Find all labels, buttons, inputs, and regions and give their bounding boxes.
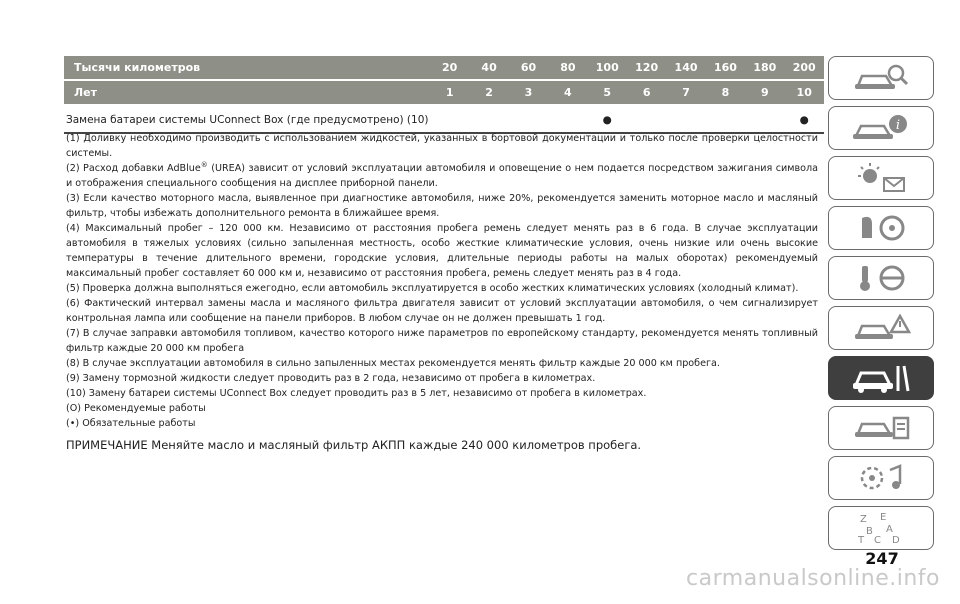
row-label: Замена батареи системы UConnect Box (где предусмотрено) (10) [66, 114, 429, 126]
row-cell [509, 114, 548, 126]
km-header-row [64, 56, 824, 81]
km-cell: 80 [560, 61, 576, 74]
year-cell: 6 [642, 86, 651, 99]
tab-safety[interactable] [828, 206, 934, 250]
technical-data-icon [846, 410, 916, 446]
row-marks [430, 114, 824, 126]
year-cell: 10 [796, 86, 812, 99]
tab-in-emergency[interactable] [828, 306, 934, 350]
svg-text:i: i [895, 118, 901, 133]
year-cell: 4 [564, 86, 572, 99]
km-cell: 60 [520, 61, 537, 74]
maintenance-table [64, 56, 824, 134]
watermark: carmanualsonline.info [686, 566, 940, 591]
svg-text:T: T [858, 535, 865, 546]
footnote: (3) Если качество моторного масла, выявленное при диагностике автомобиля, ниже 20%, рекомендуется заменить моторное масло и масляный фильтр, чтобы избежать дополнительного ремонта в ближайшее время. [66, 193, 818, 219]
year-cell: 5 [603, 86, 612, 99]
km-cell: 140 [674, 61, 698, 74]
tab-vehicle-info[interactable] [828, 106, 934, 150]
footnote: (5) Проверка должна выполняться ежегодно, если автомобиль эксплуатируется в особо жестких климатических условиях (холодный климат). [66, 283, 799, 294]
tab-alphabetical-index[interactable] [828, 506, 934, 550]
tab-servicing-maintenance[interactable] [828, 356, 934, 400]
multimedia-icon [846, 460, 916, 496]
legend-recommended: (O) Рекомендуемые работы [66, 403, 206, 414]
mandatory-dot-mark: ● [799, 114, 809, 126]
row-cell [706, 114, 745, 126]
year-values [430, 86, 824, 99]
year-cell: 3 [524, 86, 533, 99]
footnote: (9) Замену тормозной жидкости следует проводить раз в 2 года, независимо от пробега в километрах. [66, 373, 596, 384]
tab-technical-data[interactable] [828, 406, 934, 450]
car-warning-icon [846, 310, 916, 346]
year-cell: 9 [760, 86, 769, 99]
car-key-icon [846, 260, 916, 296]
svg-text:D: D [892, 535, 900, 546]
km-values [430, 61, 824, 74]
footnote: (1) Доливку необходимо производить с использованием жидкостей, указанных в бортовой документации и только после проверки целостности системы. [66, 133, 818, 159]
km-cell: 40 [481, 61, 497, 74]
svg-text:A: A [886, 524, 893, 535]
chapter-sidebar [828, 56, 936, 556]
tab-multimedia[interactable] [828, 456, 934, 500]
transmission-note: ПРИМЕЧАНИЕ Меняйте масло и масляный фильтр АКПП каждые 240 000 километров пробега. [66, 438, 642, 452]
warning-lights-icon [846, 160, 916, 196]
year-header-label: Лет [74, 86, 97, 99]
km-cell: 160 [713, 61, 737, 74]
svg-text:B: B [866, 526, 873, 537]
row-cell [745, 114, 784, 126]
tab-warning-lights[interactable] [828, 156, 934, 200]
km-cell: 120 [635, 61, 659, 74]
car-info-icon [846, 110, 916, 146]
car-maintenance-icon [846, 360, 916, 396]
legend-mandatory: (•) Обязательные работы [66, 418, 196, 429]
row-cell [430, 114, 469, 126]
year-cell: 1 [445, 86, 454, 99]
km-cell: 20 [442, 61, 458, 74]
row-cell [548, 114, 587, 126]
footnote: (10) Замену батареи системы UConnect Box следует проводить раз в 5 лет, независимо от пробега в километрах. [66, 388, 647, 399]
year-cell: 2 [485, 86, 493, 99]
km-cell: 100 [595, 61, 619, 74]
km-header-label: Тысячи километров [74, 61, 201, 74]
svg-text:Z: Z [860, 514, 867, 525]
tab-knowing-vehicle[interactable] [828, 56, 934, 100]
footnotes [66, 131, 818, 453]
year-header-row [64, 81, 824, 104]
tab-starting-driving[interactable] [828, 256, 934, 300]
year-cell: 8 [721, 86, 730, 99]
footnote: (7) В случае заправки автомобиля топливом, качество которого ниже параметров по европейскому стандарту, рекомендуется менять топливный фильтр каждые 20 000 км пробега [66, 328, 818, 354]
footnote: (8) В случае эксплуатации автомобиля в сильно запыленных местах рекомендуется менять фильтр каждые 20 000 км пробега. [66, 358, 720, 369]
footnote: (6) Фактический интервал замены масла и масляного фильтра двигателя зависит от условий эксплуатации автомобиля, о чем сигнализирует контрольная лампа или сообщение на панели приборов. В любом случае он не должен превышать 1 год. [66, 298, 818, 324]
km-cell: 180 [753, 61, 777, 74]
row-cell [627, 114, 666, 126]
page-number: 247 [865, 549, 899, 568]
svg-text:E: E [880, 512, 887, 523]
svg-text:C: C [874, 535, 881, 546]
footnote: (2) Расход добавки AdBlue® (UREA) зависит от условий эксплуатации автомобиля и оповещение о нем подается посредством зажигания символа и отображения специального сообщения на дисплее приборной панели. [66, 160, 818, 189]
year-cell: 7 [682, 86, 690, 99]
mandatory-dot-mark: ● [602, 114, 612, 126]
safety-steering-icon [846, 210, 916, 246]
row-cell [666, 114, 705, 126]
row-cell [469, 114, 508, 126]
alphabetical-index-icon [846, 510, 916, 546]
footnote: (4) Максимальный пробег – 120 000 км. Независимо от расстояния пробега ремень следует менять раз в 6 года. В случае эксплуатации автомобиля в тяжелых условиях (сильно запыленная местность, особо жесткие климатические условия, очень низкие или очень высокие температуры в течение длительного времени, городские условия, длительные периоды работы на малых оборотах) рекомендуемый максимальный пробег составляет 60 000 км и, независимо от расстояния пробега, ремень следует менять раз в 4 года. [66, 223, 818, 279]
km-cell: 200 [792, 61, 816, 74]
car-search-icon [846, 60, 916, 96]
